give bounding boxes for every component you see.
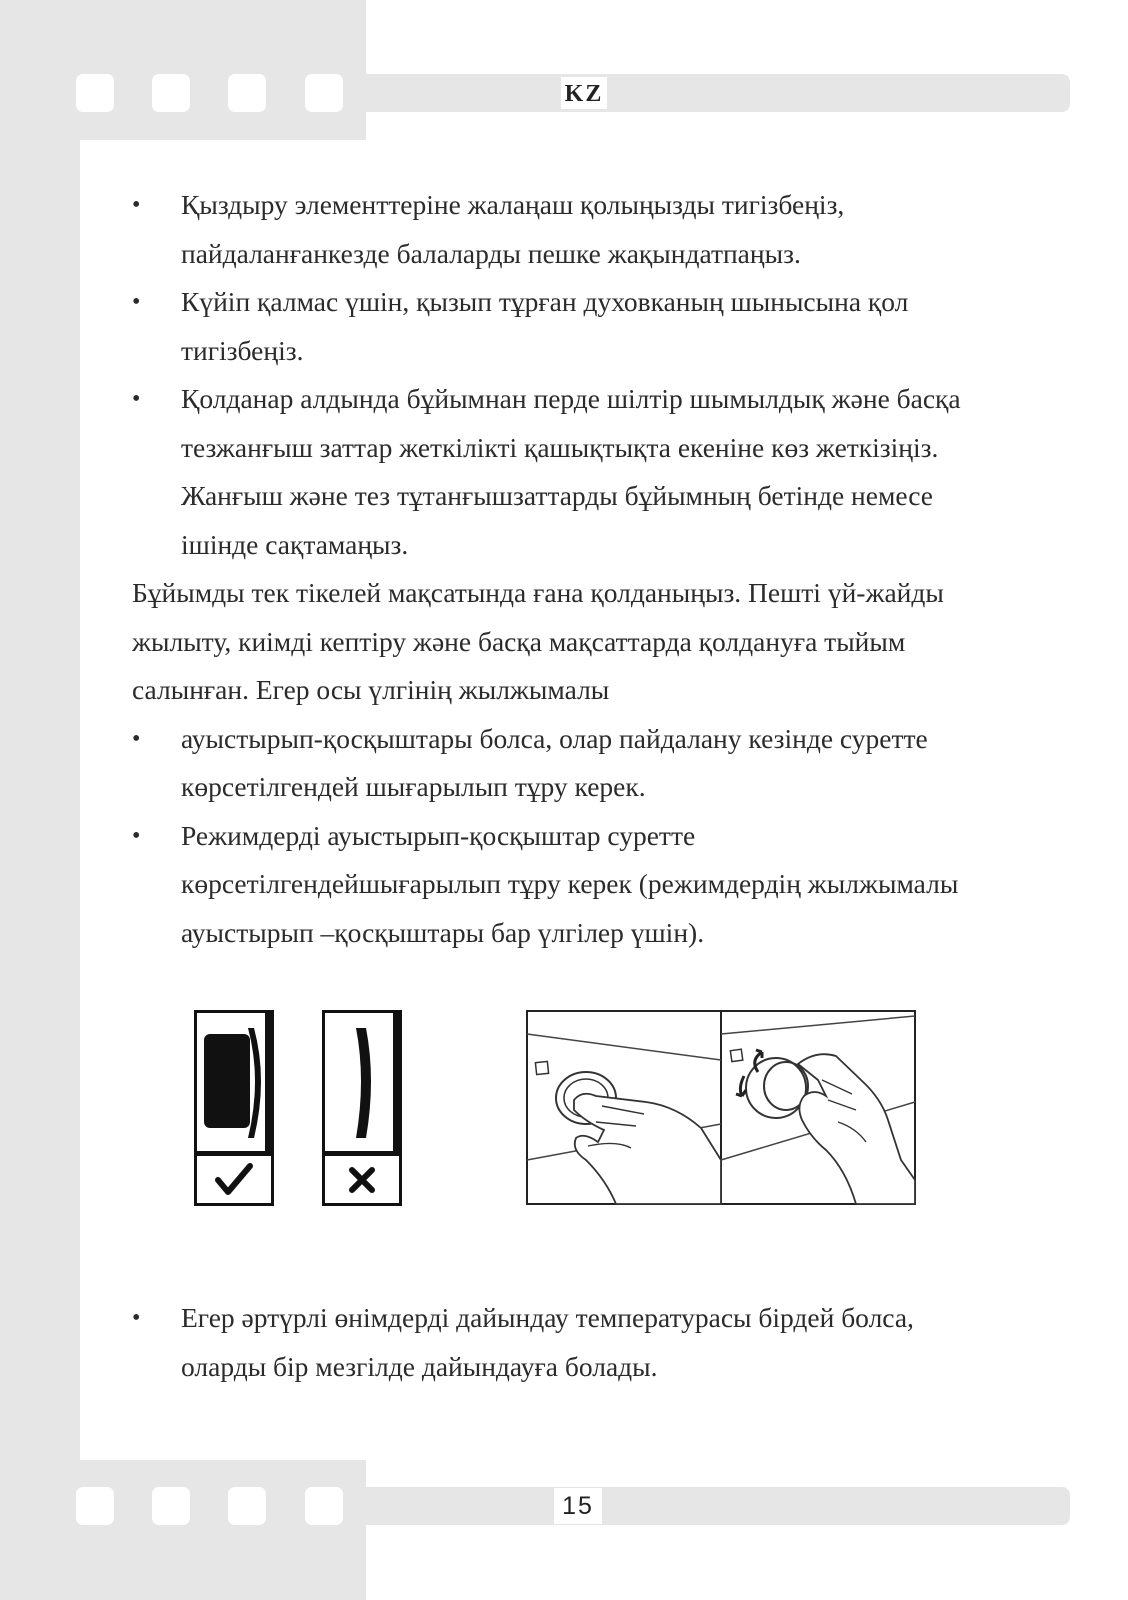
frame-strip-bottom xyxy=(0,1460,366,1600)
list-item xyxy=(132,1294,1037,1391)
header-band xyxy=(366,74,1070,112)
text-line: • Қыздыру элементтеріне жалаңаш қолыңызды тигізбеңіз, xyxy=(181,189,845,220)
knob-correct-figure xyxy=(194,1010,274,1211)
frame-hole xyxy=(228,1487,266,1525)
paragraph xyxy=(132,569,1037,715)
text-line: • Күйіп қалмас үшін, қызып тұрған духовканың шынысына қол xyxy=(181,286,909,317)
language-code: KZ xyxy=(561,77,607,109)
text-line: оларды бір мезгілде дайындауға болады. xyxy=(181,1350,658,1382)
frame-strip-top xyxy=(0,0,366,140)
text-line: • ауыстырып-қосқыштары болса, олар пайдалану кезінде суретте xyxy=(181,722,928,754)
cross-mark-icon xyxy=(322,1156,402,1204)
text-line: ауыстырып –қосқыштары бар үлгілер үшін). xyxy=(181,916,705,948)
frame-hole xyxy=(305,1487,343,1525)
text-line: көрсетілгендей шығарылып тұру керек. xyxy=(181,771,646,802)
hand-knob-illustration xyxy=(526,1010,916,1205)
page-number: 15 xyxy=(554,1488,602,1524)
text-line: ішінде сақтамаңыз. xyxy=(181,528,409,560)
frame-hole xyxy=(305,74,343,112)
text-line: Бұйымды тек тікелей мақсатында ғана қолданыңыз. Пешті үй-жайды xyxy=(132,577,944,608)
list-item xyxy=(132,181,1037,278)
instructions-text-bottom xyxy=(132,1294,1037,1391)
list-item xyxy=(132,278,1037,375)
knob-incorrect-figure xyxy=(322,1010,402,1211)
frame-hole xyxy=(152,74,190,112)
text-line: Жанғыш және тез тұтанғышзаттарды бұйымның бетінде немесе xyxy=(181,480,933,511)
footer-band xyxy=(366,1487,1070,1525)
frame-hole xyxy=(76,1487,114,1525)
frame-hole xyxy=(76,74,114,112)
list-item xyxy=(132,812,1037,958)
text-line: жылыту, киімді кептіру және басқа мақсаттарда қолдануға тыйым xyxy=(132,625,906,657)
text-line: салынған. Егер осы үлгінің жылжымалы xyxy=(132,674,610,705)
list-item xyxy=(132,715,1037,812)
text-line: көрсетілгендейшығарылып тұру керек (режимдердің жылжымалы xyxy=(181,868,959,899)
knob-operation-figure xyxy=(526,1010,916,1210)
frame-hole xyxy=(152,1487,190,1525)
text-line: пайдаланғанкезде балаларды пешке жақындатпаңыз. xyxy=(181,237,801,269)
list-item xyxy=(132,375,1037,569)
instructions-text xyxy=(132,181,1037,957)
text-line: • Режимдерді ауыстырып-қосқыштар суретте xyxy=(181,819,696,851)
text-line: тигізбеңіз. xyxy=(181,334,304,366)
text-line: • Қолданар алдында бұйымнан перде шілтір шымылдық және басқа xyxy=(181,383,961,414)
frame-strip-side xyxy=(0,140,80,1460)
text-line: тезжанғыш заттар жеткілікті қашықтықта екеніне көз жеткізіңіз. xyxy=(181,431,939,463)
frame-hole xyxy=(228,74,266,112)
text-line: • Егер әртүрлі өнімдерді дайындау температурасы бірдей болса, xyxy=(181,1302,914,1333)
check-mark-icon xyxy=(194,1156,274,1204)
